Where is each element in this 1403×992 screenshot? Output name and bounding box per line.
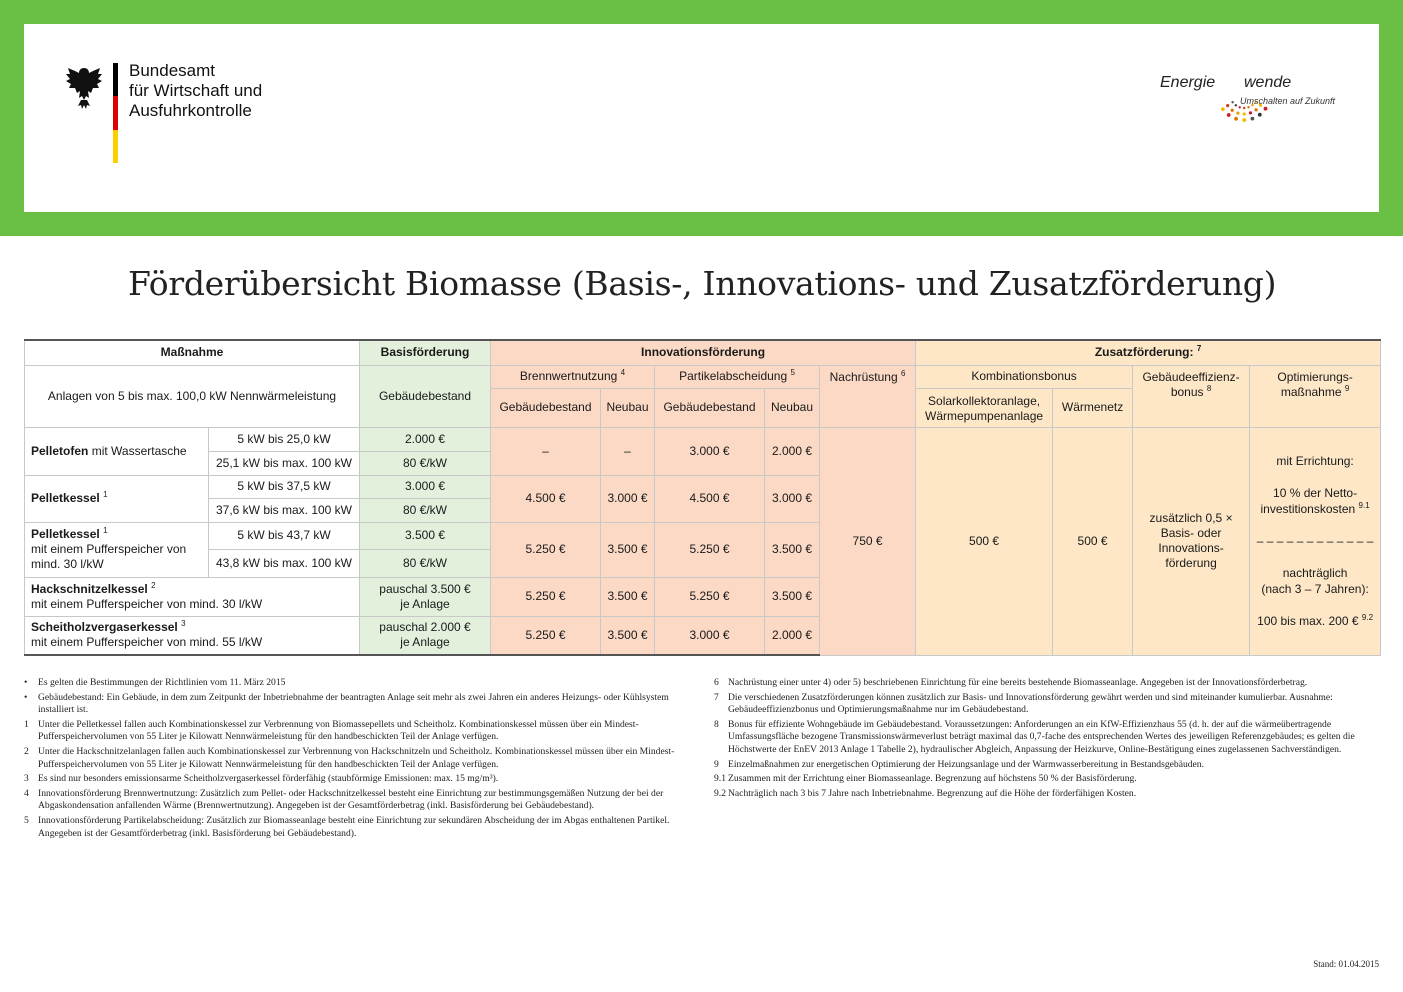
logo-dot	[1243, 107, 1245, 109]
org-line: Ausfuhrkontrolle	[129, 101, 252, 120]
row-name-line: mit einem Pufferspeicher von mind. 55 l/kW	[31, 635, 263, 650]
opt-line: 10 % der Netto-	[1273, 486, 1358, 500]
solar-value: 500 €	[916, 427, 1053, 655]
bw-neubau-cell: 3.000 €	[601, 475, 655, 522]
footnote	[24, 719, 690, 744]
row-name-bold: Pelletofen	[31, 443, 89, 458]
row-name-bold: Hackschnitzelkessel	[31, 581, 148, 596]
footnote-text: Nachrüstung einer unter 4) oder 5) beschriebenen Einrichtung für eine bereits bestehende Biomasseanlage. Angegeben ist der Innovationsförderbetrag.	[728, 677, 1308, 688]
header-opt-line: Optimierungs-	[1277, 369, 1353, 384]
gebaeudeeffizienz-value	[1133, 427, 1250, 655]
header-gebaeudeeffizienz	[1133, 365, 1250, 427]
pa-neubau-cell: 3.000 €	[765, 475, 820, 522]
basis-cell: 3.000 €	[360, 475, 491, 498]
logo-dot	[1231, 101, 1233, 103]
bw-neubau-cell: 3.500 €	[601, 616, 655, 655]
footnote-ref: 9.1	[1358, 501, 1370, 510]
footnote-text: Unter die Hackschnitzelanlagen fallen auch Kombinationskessel zur Verbrennung von Hackschnitzeln und Scheitholz. Kombinationskessel müssen über ein Mindest-Pufferspeichervolumen von 55 Liter je Kilowatt Nennwärmeleistung für den handbeschickten Teil der Anlage verfügen.	[38, 745, 675, 770]
gebeff-line: zusätzlich 0,5 ×	[1149, 511, 1233, 525]
range-cell: 5 kW bis 43,7 kW	[209, 522, 360, 549]
basis-cell: 80 €/kW	[360, 451, 491, 475]
header-gebeff-line: bonus	[1170, 384, 1204, 399]
footnote-ref: 9.2	[1361, 613, 1374, 622]
row-name-bold: Scheitholzvergaserkessel	[31, 620, 178, 635]
footnote-key: 5	[24, 814, 29, 826]
header-opt-line: maßnahme	[1280, 384, 1342, 399]
flag-gold	[113, 130, 118, 163]
footnote-text: Es gelten die Bestimmungen der Richtlinien vom 11. März 2015	[38, 677, 286, 688]
row-name-hackschnitzel	[25, 577, 360, 616]
header-solar-line: Wärmepumpenanlage	[925, 408, 1044, 423]
pa-bestand-cell: 3.000 €	[655, 616, 765, 655]
footnote-key: 2	[24, 745, 29, 757]
header-bw-neubau: Neubau	[601, 388, 655, 427]
pa-neubau-cell: 3.500 €	[765, 577, 820, 616]
bw-bestand-cell: 5.250 €	[491, 522, 601, 577]
header-pa-neubau: Neubau	[765, 388, 820, 427]
basis-cell: 80 €/kW	[360, 549, 491, 577]
header-basis: Basisförderung	[360, 340, 491, 365]
basis-cell: 80 €/kW	[360, 498, 491, 522]
footnote-ref: 1	[103, 526, 108, 535]
header-brennwert-label: Brennwertnutzung	[519, 369, 618, 383]
logo-dot	[1249, 111, 1252, 114]
row-name-line: mit einem Pufferspeicher von mind. 30 l/kW	[31, 596, 263, 611]
footnote-text: Gebäudebestand: Ein Gebäude, in dem zum Zeitpunkt der Inbetriebnahme der beantragten Anlage seit mehr als zwei Jahren ein anderes Heizungs- oder Kühlsystem installiert ist.	[38, 691, 669, 716]
row-name-line: mind. 30 l/kW	[31, 557, 104, 571]
header-partikel-label: Partikelabscheidung	[679, 369, 788, 383]
footnote-ref: 9	[1344, 383, 1350, 393]
footnote	[714, 773, 1380, 786]
footnotes-left	[24, 677, 690, 842]
header-bw-bestand: Gebäudebestand	[491, 388, 601, 427]
header-kombi: Kombinationsbonus	[916, 365, 1133, 388]
footnote-ref: 8	[1206, 383, 1212, 393]
logo-dot	[1242, 118, 1246, 122]
pa-bestand-cell: 5.250 €	[655, 577, 765, 616]
logo-dot	[1247, 106, 1249, 108]
logo-dot	[1236, 112, 1239, 115]
row-name-pelletofen	[25, 427, 209, 475]
org-line: für Wirtschaft und	[129, 81, 263, 100]
row-name-bold: Pelletkessel	[31, 491, 100, 505]
footnote-ref: 5	[790, 368, 795, 377]
header-brennwert	[491, 365, 655, 388]
bw-bestand-cell: 4.500 €	[491, 475, 601, 522]
footnote	[24, 788, 690, 813]
footnote-key: 1	[24, 718, 29, 730]
footnote	[714, 759, 1380, 772]
footnote	[714, 677, 1380, 690]
organization-name	[129, 61, 262, 121]
logo-dot	[1255, 108, 1258, 111]
basis-line: pauschal 2.000 €	[379, 620, 471, 635]
footnote-key: 9.2	[714, 787, 726, 799]
footnote	[24, 746, 690, 771]
opt-separator: – – – – – – – – – – – –	[1256, 534, 1374, 548]
energiewende-logo	[1160, 70, 1360, 140]
basis-cell: 3.500 €	[360, 522, 491, 549]
footnote-key: 7	[714, 691, 719, 703]
flag-red	[113, 96, 118, 129]
funding-table	[24, 339, 1381, 656]
row-name-pelletkessel-puffer	[25, 522, 209, 577]
footnote-key: 9	[714, 758, 719, 770]
opt-line: investitionskosten	[1260, 502, 1356, 516]
bw-neubau-cell: –	[601, 427, 655, 475]
opt-line: nachträglich	[1282, 566, 1348, 580]
footnote-ref: 4	[620, 368, 626, 377]
logo-word-wende: wende	[1244, 74, 1292, 91]
german-flag-bar	[113, 63, 118, 163]
basis-cell	[360, 616, 491, 655]
header-waermenetz: Wärmenetz	[1053, 388, 1133, 427]
gebeff-line: Innovations-	[1158, 541, 1224, 555]
range-cell: 25,1 kW bis max. 100 kW	[209, 451, 360, 475]
range-cell: 43,8 kW bis max. 100 kW	[209, 549, 360, 577]
logo-dot	[1251, 117, 1255, 121]
header-anlagen: Anlagen von 5 bis max. 100,0 kW Nennwärmeleistung	[25, 365, 360, 427]
header-gebeff-line: Gebäudeeffizienz-	[1142, 369, 1240, 384]
footnote-text: Bonus für effiziente Wohngebäude im Gebäudebestand. Voraussetzungen: Anforderungen an ein KfW-Effizienzhaus 55 (d. h. der auf die wärmeübertragende Umfassungsfläche bezogene Transmissionswärmeverlust beträgt maximal das 0,7-fache des entsprechenden Wertes des jeweiligen Referenzgebäudes; es gelten die Höchstwerte der EnEV 2013 Anlage 1 Tabelle 2), hydraulischer Abgleich, Anpassung der Heizkurve, Online-Bestätigung eines zugelassenen Sachverständigen.	[728, 718, 1355, 755]
footnote-key: 6	[714, 677, 719, 688]
range-cell: 5 kW bis 37,5 kW	[209, 475, 360, 498]
bw-neubau-cell: 3.500 €	[601, 577, 655, 616]
footnote-text: Einzelmaßnahmen zur energetischen Optimierung der Heizungsanlage und der Warmwasserbereitung in Bestandsgebäuden.	[728, 758, 1205, 770]
logo-dot	[1264, 107, 1268, 111]
gebeff-line: förderung	[1165, 556, 1217, 570]
header-solar	[916, 388, 1053, 427]
basis-cell	[360, 577, 491, 616]
opt-line: 100 bis max. 200 €	[1257, 614, 1359, 628]
footnote-text: Es sind nur besonders emissionsarme Scheitholzvergaserkessel förderfähig (staubförmige Emissionen: max. 15 mg/m³).	[38, 773, 499, 785]
logo-dot	[1235, 104, 1237, 106]
pa-neubau-cell: 2.000 €	[765, 427, 820, 475]
opt-line: (nach 3 – 7 Jahren):	[1261, 582, 1369, 596]
basis-cell: 2.000 €	[360, 427, 491, 451]
logo-dot	[1227, 113, 1231, 117]
row-name-line: mit einem Pufferspeicher von	[31, 542, 187, 556]
logo-dot	[1258, 113, 1262, 117]
range-cell: 5 kW bis 25,0 kW	[209, 427, 360, 451]
header-massnahme: Maßnahme	[25, 340, 360, 365]
header-innovation: Innovationsförderung	[491, 340, 916, 365]
pa-neubau-cell: 2.000 €	[765, 616, 820, 655]
logo-word-energie: Energie	[1160, 74, 1216, 91]
row-name-bold: Pelletkessel	[31, 527, 100, 541]
bw-bestand-cell: 5.250 €	[491, 577, 601, 616]
pa-bestand-cell: 5.250 €	[655, 522, 765, 577]
federal-eagle-icon	[64, 60, 104, 120]
optimierung-value	[1250, 427, 1381, 655]
footnote-key: •	[24, 691, 28, 703]
header-nachruestung	[820, 365, 916, 427]
logo-dot	[1243, 112, 1246, 115]
flag-black	[113, 63, 118, 96]
row-name-pelletkessel	[25, 475, 209, 522]
logo-dot	[1221, 107, 1225, 111]
header-zusatz-label: Zusatzförderung:	[1094, 345, 1194, 360]
pa-neubau-cell: 3.500 €	[765, 522, 820, 577]
logo-dot	[1239, 106, 1241, 108]
stand-date: Stand: 01.04.2015	[1313, 959, 1379, 969]
header-zusatz	[916, 340, 1381, 365]
range-cell: 37,6 kW bis max. 100 kW	[209, 498, 360, 522]
footnote	[714, 719, 1380, 757]
row-name-rest: mit Wassertasche	[88, 443, 187, 458]
header-optimierung	[1250, 365, 1381, 427]
bw-bestand-cell: –	[491, 427, 601, 475]
bw-bestand-cell: 5.250 €	[491, 616, 601, 655]
waermenetz-value: 500 €	[1053, 427, 1133, 655]
org-line: Bundesamt	[129, 61, 215, 80]
pa-bestand-cell: 3.000 €	[655, 427, 765, 475]
footnote-text: Innovationsförderung Brennwertnutzung: Zusätzlich zum Pellet- oder Hackschnitzelkessel besteht eine Einrichtung zur bestimmungsgemäßen Nutzung der bei der Abgaskondensation anfallenden Wärme (Brennwertnutzung). Angegeben ist der Gesamtförderbetrag (inkl. Basisförderung bei Gebäudebestand).	[38, 787, 664, 812]
footnote-key: 8	[714, 718, 719, 730]
header-solar-line: Solarkollektoranlage,	[928, 393, 1041, 408]
footnote-ref: 2	[151, 580, 156, 590]
footnote-text: Nachträglich nach 3 bis 7 Jahre nach Inbetriebnahme. Begrenzung auf die Höhe der förderfähigen Kosten.	[728, 787, 1137, 799]
footnote-ref: 1	[103, 490, 108, 499]
footnotes-right	[714, 677, 1380, 802]
footnote-key: •	[24, 677, 28, 688]
logo-dot	[1226, 104, 1229, 107]
logo-tagline: Umschalten auf Zukunft	[1240, 96, 1336, 106]
footnote	[714, 692, 1380, 717]
footnote-text: Zusammen mit der Errichtung einer Biomasseanlage. Begrenzung auf höchstens 50 % der Basisförderung.	[728, 773, 1137, 785]
nachruestung-value: 750 €	[820, 427, 916, 655]
footnote	[24, 815, 690, 840]
basis-line: je Anlage	[400, 596, 450, 611]
page-title: Förderübersicht Biomasse (Basis-, Innovations- und Zusatzförderung)	[128, 264, 1277, 303]
header-basis-bestand: Gebäudebestand	[360, 365, 491, 427]
bw-neubau-cell: 3.500 €	[601, 522, 655, 577]
row-name-scheitholz	[25, 616, 360, 655]
footnote-ref: 7	[1196, 344, 1202, 354]
footnote	[24, 692, 690, 717]
footnote-ref: 6	[901, 368, 906, 378]
header-pa-bestand: Gebäudebestand	[655, 388, 765, 427]
footnote	[714, 788, 1380, 801]
basis-line: je Anlage	[400, 635, 450, 650]
footnote-text: Die verschiedenen Zusatzförderungen können zusätzlich zur Basis- und Innovationsförderung gewährt werden und sind miteinander kumulierbar. Ausnahme: Gebäudeeffizienzbonus und Optimierungsmaßnahme nur im Gebäudebestand.	[728, 691, 1333, 716]
footnote-ref: 3	[181, 619, 186, 629]
basis-line: pauschal 3.500 €	[379, 581, 471, 596]
footnote	[24, 773, 690, 786]
header-panel	[24, 24, 1379, 212]
pa-bestand-cell: 4.500 €	[655, 475, 765, 522]
footnote-key: 9.1	[714, 773, 726, 785]
header-banner	[0, 0, 1403, 236]
footnote-text: Innovationsförderung Partikelabscheidung: Zusätzlich zur Biomasseanlage besteht eine Einrichtung zur sekundären Abscheidung der im Abgas enthaltenen Partikel. Angegeben ist der Gesamtförderbetrag (inkl. Basisförderung bei Gebäudebestand).	[38, 814, 670, 839]
footnote	[24, 677, 690, 690]
logo-dot	[1234, 117, 1238, 121]
opt-line: mit Errichtung:	[1276, 454, 1354, 468]
gebeff-line: Basis- oder	[1160, 526, 1222, 540]
header-nachruestung-label: Nachrüstung	[829, 369, 898, 384]
logo-dot	[1231, 109, 1234, 112]
footnote-text: Unter die Pelletkessel fallen auch Kombinationskessel zur Verbrennung von Biomassepellets und Scheitholz. Kombinationskessel müssen über ein Mindest-Pufferspeichervolumen von 55 Liter je Kilowatt Nennwärmeleistung für den handbeschickten Teil der Anlage verfügen.	[38, 718, 639, 743]
footnote-key: 3	[24, 773, 29, 785]
footnote-key: 4	[24, 787, 29, 799]
header-partikel	[655, 365, 820, 388]
